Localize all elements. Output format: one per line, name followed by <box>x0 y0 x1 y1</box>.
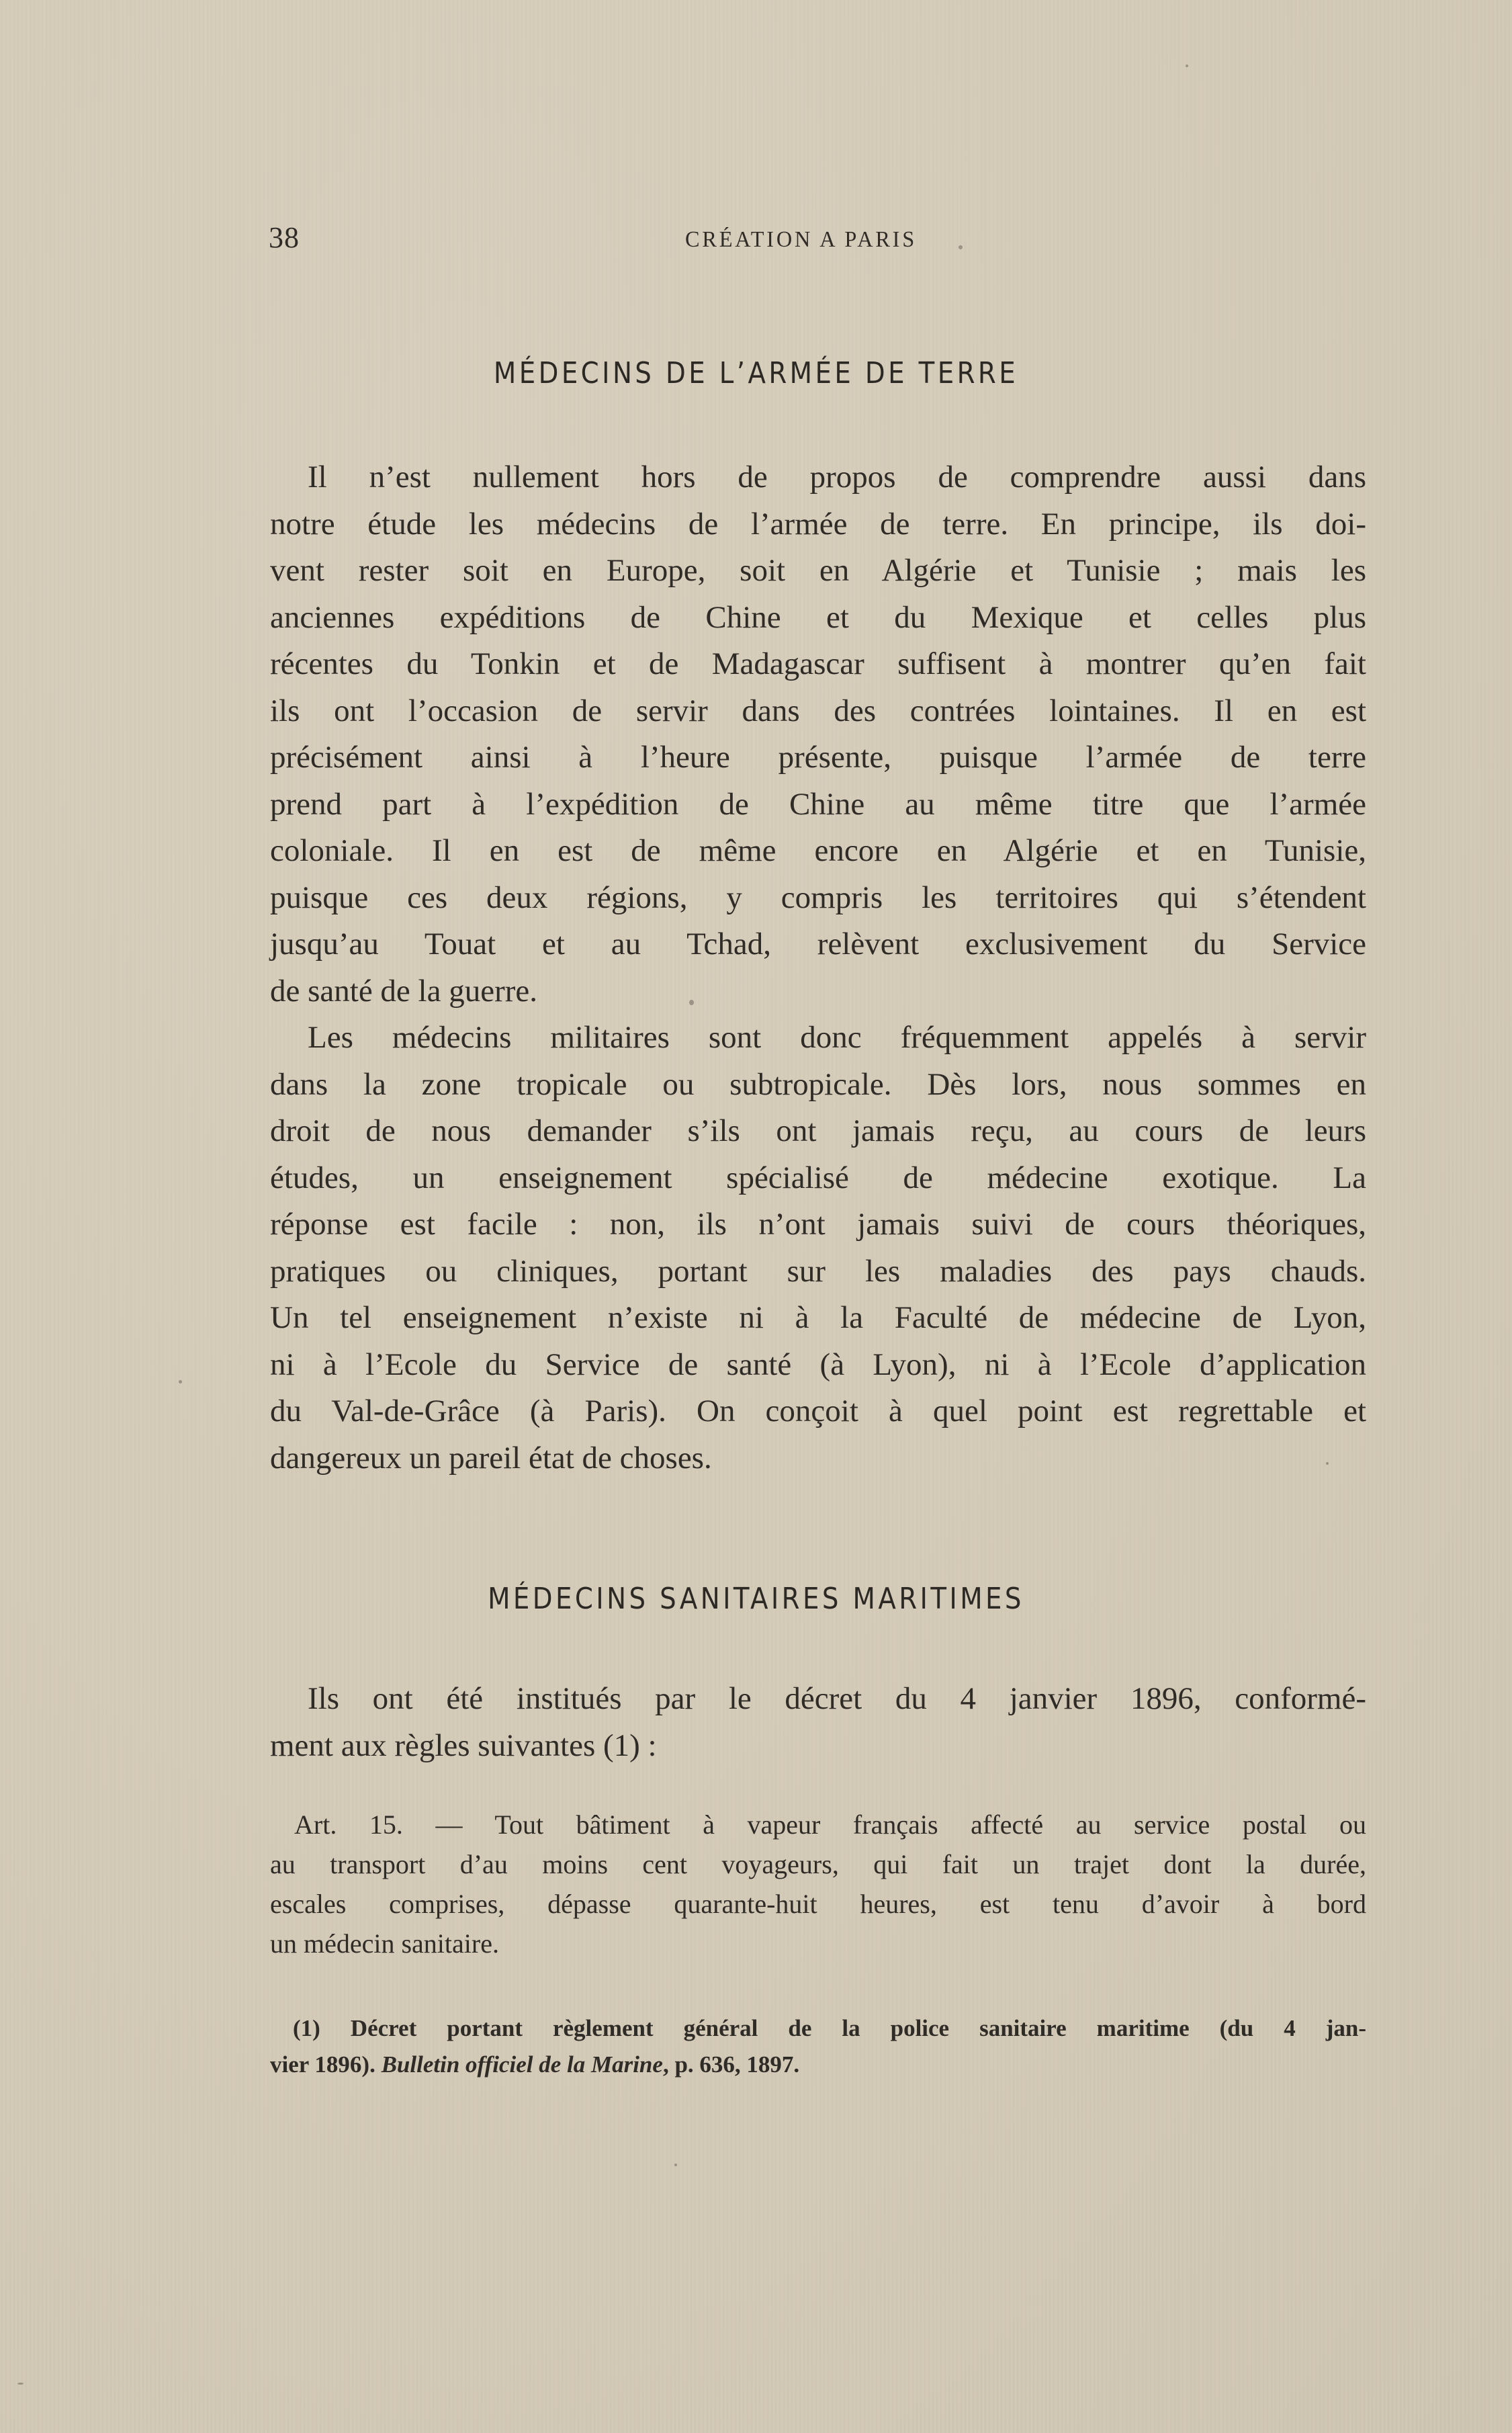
text-line: réponse est facile : non, ils n’ont jamais suivi de cours théoriques, <box>270 1207 1366 1242</box>
text-line: Art. 15. — Tout bâtiment à vapeur français affecté au service postal ou <box>294 1809 1366 1840</box>
text-line: droit de nous demander s’ils ont jamais reçu, au cours de leurs <box>270 1113 1366 1148</box>
footnote-line <box>270 2047 1366 2083</box>
section-title-armee-de-terre: MÉDECINS DE L’ARMÉE DE TERRE <box>493 356 1019 390</box>
text-line: dans la zone tropicale ou subtropicale. Dès lors, nous sommes en <box>270 1066 1366 1102</box>
scan-speck <box>179 1380 182 1383</box>
scan-speck <box>674 2164 677 2166</box>
text-line: Un tel enseignement n’existe ni à la Faculté de médecine de Lyon, <box>270 1300 1366 1335</box>
text-line: récentes du Tonkin et de Madagascar suffisent à montrer qu’en fait <box>270 646 1366 681</box>
text-line: Les médecins militaires sont donc fréquemment appelés à servir <box>308 1020 1366 1055</box>
footnote-1 <box>270 2010 1366 2083</box>
scan-speck <box>1186 65 1188 67</box>
text-line: ment aux règles suivantes (1) : <box>270 1727 657 1763</box>
paragraph-maritimes-1 <box>270 1676 1366 1769</box>
text-line: prend part à l’expédition de Chine au même titre que l’armée <box>270 786 1366 822</box>
text-line: pratiques ou cliniques, portant sur les maladies des pays chauds. <box>270 1253 1366 1289</box>
text-line: études, un enseignement spécialisé de médecine exotique. La <box>270 1160 1366 1195</box>
running-head <box>269 220 1370 261</box>
text-line: dangereux un pareil état de choses. <box>270 1440 712 1476</box>
scan-speck <box>959 245 963 249</box>
text-line: de santé de la guerre. <box>270 973 537 1009</box>
scan-speck <box>17 2383 24 2385</box>
section-title-sanitaires-maritimes: MÉDECINS SANITAIRES MARITIMES <box>488 1582 1024 1616</box>
paragraph-armee-1 <box>270 454 1366 1015</box>
article-15-quote <box>270 1805 1366 1963</box>
text-line: au transport d’au moins cent voyageurs, qui fait un trajet dont la durée, <box>270 1849 1366 1879</box>
text-line: précisément ainsi à l’heure présente, puisque l’armée de terre <box>270 740 1366 775</box>
text-line: ils ont l’occasion de servir dans des contrées lointaines. Il en est <box>270 693 1366 728</box>
text-line: notre étude les médecins de l’armée de terre. En principe, ils doi- <box>270 506 1366 542</box>
text-line: vent rester soit en Europe, soit en Algérie et Tunisie ; mais les <box>270 553 1366 588</box>
text-line: Ils ont été institués par le décret du 4 janvier 1896, conformé- <box>308 1681 1366 1716</box>
footnote-text: , p. 636, 1897. <box>662 2051 800 2078</box>
text-line: jusqu’au Touat et au Tchad, relèvent exclusivement du Service <box>270 927 1366 962</box>
scan-speck <box>1326 1462 1329 1465</box>
text-line: escales comprises, dépasse quarante-huit heures, est tenu d’avoir à bord <box>270 1889 1366 1919</box>
page-number: 38 <box>269 221 300 254</box>
text-line: puisque ces deux régions, y compris les territoires qui s’étendent <box>270 880 1366 915</box>
text-line: du Val-de-Grâce (à Paris). On conçoit à quel point est regrettable et <box>270 1394 1366 1428</box>
text-line: un médecin sanitaire. <box>270 1928 499 1959</box>
text-line: ni à l’Ecole du Service de santé (à Lyon), ni à l’Ecole d’application <box>270 1347 1366 1382</box>
footnote-citation-title: Bulletin officiel de la Marine <box>381 2051 663 2078</box>
scan-speck <box>689 1000 694 1005</box>
text-line: coloniale. Il en est de même encore en Algérie et en Tunisie, <box>270 833 1366 868</box>
paragraph-armee-2 <box>270 1015 1366 1482</box>
text-line: anciennes expéditions de Chine et du Mexique et celles plus <box>270 599 1366 635</box>
footnote-line: (1) Décret portant règlement général de la police sanitaire maritime (du 4 jan- <box>293 2015 1366 2041</box>
running-title: CRÉATION A PARIS <box>685 227 918 252</box>
footnote-text: vier 1896). <box>270 2051 382 2078</box>
text-line: Il n’est nullement hors de propos de comprendre aussi dans <box>308 460 1366 495</box>
